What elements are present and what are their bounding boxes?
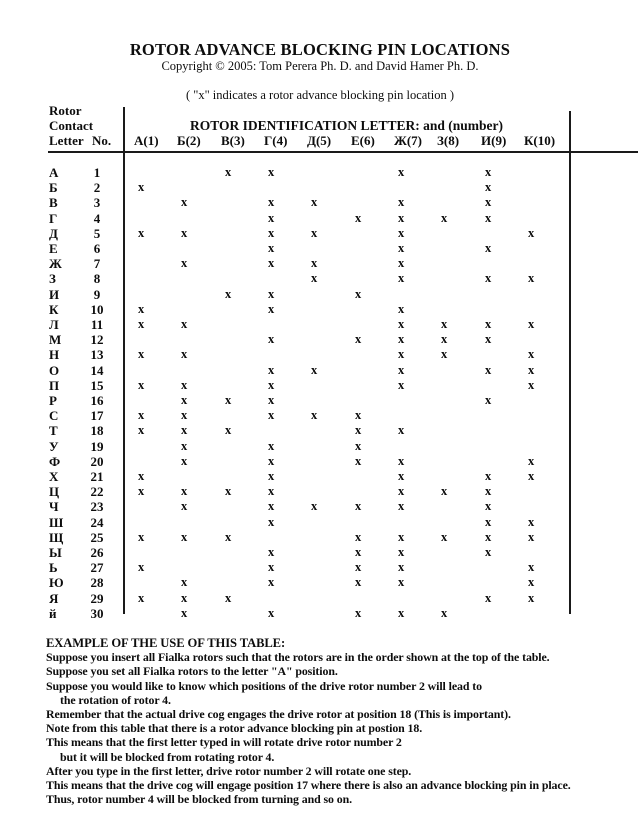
blocking-pin-mark: x [268,560,275,575]
blocking-pin-mark: x [398,484,405,499]
blocking-pin-mark: x [268,393,275,407]
rotor-contact-letter: Н [49,347,60,363]
rotor-contact-number: 25 [90,529,104,545]
blocking-pin-mark: x [485,332,492,347]
blocking-pin-mark: x [441,317,448,331]
rotor-contact-letter: М [49,332,62,348]
table-row [0,515,640,530]
blocking-pin-mark: x [138,590,145,605]
table-row [0,423,640,438]
blocking-pin-mark: x [268,165,275,179]
blocking-pin-mark: x [138,423,145,438]
blocking-pin-mark: x [268,575,275,590]
blocking-pin-mark: x [138,377,145,392]
blocking-pin-mark: x [398,332,405,347]
table-row [0,378,640,393]
table-header-rule [48,151,638,153]
table-row [0,317,640,332]
rotor-contact-number: 10 [90,301,104,317]
rotor-contact-number: 20 [90,453,104,469]
blocking-pin-mark: x [181,605,188,620]
blocking-pin-mark: x [398,225,405,240]
blocking-pin-mark: x [268,332,275,347]
blocking-pin-mark: x [138,469,145,483]
blocking-pin-mark: x [225,286,232,301]
table-row [0,591,640,606]
example-line: This means that the first letter typed in will rotate drive rotor number 2 [46,735,402,750]
blocking-pin-mark: x [528,362,535,377]
table-row [0,408,640,423]
table-row [0,347,640,362]
rotor-contact-letter: Б [49,180,58,196]
rotor-contact-letter: Ж [49,256,62,272]
blocking-pin-mark: x [485,545,492,559]
blocking-pin-mark: x [181,195,188,210]
blocking-pin-mark: x [355,499,362,514]
blocking-pin-mark: x [138,301,145,316]
column-header: З(8) [437,133,460,148]
blocking-pin-mark: x [398,499,405,514]
blocking-pin-mark: x [398,377,405,392]
rotor-contact-number: 11 [90,317,104,332]
column-header: Б(2) [177,133,201,148]
blocking-pin-mark: x [225,165,232,179]
column-header: Д(5) [307,133,332,148]
rotor-contact-number: 29 [90,590,104,606]
rotor-contact-letter: О [49,362,60,378]
column-header: В(3) [221,133,245,148]
rotor-contact-number: 16 [90,393,104,408]
rotor-contact-number: 21 [90,469,104,484]
blocking-pin-mark: x [138,529,145,544]
blocking-pin-mark: x [268,469,275,483]
rotor-contact-number: 1 [93,165,101,180]
rotor-contact-letter: С [49,408,59,424]
blocking-pin-mark: x [528,377,535,392]
rotor-contact-letter: Ы [49,545,62,560]
blocking-pin-mark: x [441,529,448,544]
rotor-contact-letter: Ш [49,514,64,530]
blocking-pin-mark: x [268,605,275,620]
blocking-pin-mark: x [268,286,275,301]
rotor-contact-letter: й [49,605,57,621]
table-row [0,211,640,226]
rotor-contact-letter: Ф [49,453,61,469]
example-line: Suppose you insert all Fialka rotors such that the rotors are in the order shown at the top of the table. [46,650,550,665]
blocking-pin-mark: x [355,210,362,225]
example-line: Thus, rotor number 4 will be blocked from turning and so on. [46,792,352,807]
blocking-pin-mark: x [181,590,188,605]
example-lines [46,650,571,806]
rotor-contact-number: 24 [90,514,104,530]
table-row [0,165,640,180]
blocking-pin-mark: x [268,499,275,514]
rotor-contact-number: 28 [90,575,104,591]
blocking-pin-mark: x [441,332,448,347]
blocking-pin-mark: x [311,225,318,240]
copyright-line: Copyright © 2005: Tom Perera Ph. D. and David Hamer Ph. D. [161,59,479,73]
blocking-pin-mark: x [485,529,492,544]
blocking-pin-mark: x [485,484,492,499]
example-line: but it will be blocked from rotating rotor 4. [60,749,275,764]
row-header-rotor: Rotor [49,103,82,118]
column-header: И(9) [481,133,507,148]
rotor-contact-letter: Я [49,590,59,606]
blocking-pin-mark: x [485,514,492,529]
rotor-contact-letter: Х [49,469,59,484]
blocking-pin-mark: x [485,241,492,255]
example-line: After you type in the first letter, drive rotor number 2 will rotate one step. [46,763,412,778]
blocking-pin-mark: x [268,377,275,392]
blocking-pin-mark: x [398,317,405,331]
blocking-pin-mark: x [355,438,362,453]
blocking-pin-mark: x [398,165,405,179]
blocking-pin-mark: x [268,241,275,255]
blocking-pin-mark: x [225,484,232,499]
blocking-pin-mark: x [485,469,492,483]
table-row [0,439,640,454]
table-row [0,302,640,317]
rotor-contact-letter: Р [49,393,57,408]
rotor-contact-letter: А [49,165,59,180]
blocking-pin-mark: x [355,286,362,301]
blocking-pin-mark: x [398,529,405,544]
rotor-contact-number: 27 [90,560,104,576]
table-row [0,560,640,575]
table-row [0,454,640,469]
rotor-contact-number: 17 [90,408,104,424]
rotor-contact-letter: Г [49,210,58,226]
blocking-pin-mark: x [355,408,362,423]
example-line: This means that the drive cog will engage position 17 where there is also an advance blocking pin in place. [46,777,571,792]
blocking-pin-mark: x [355,545,362,559]
blocking-pin-mark: x [311,271,318,286]
blocking-pin-mark: x [138,180,145,195]
rotor-contact-letter: Ю [49,575,64,591]
rotor-contact-letter: В [49,195,58,211]
blocking-pin-mark: x [528,575,535,590]
blocking-pin-mark: x [225,590,232,605]
blocking-pin-mark: x [398,301,405,316]
blocking-pin-mark: x [398,362,405,377]
blocking-pin-mark: x [268,545,275,559]
blocking-pin-mark: x [398,560,405,575]
blocking-pin-mark: x [225,529,232,544]
table-row [0,241,640,256]
rotor-contact-letter: К [49,301,59,317]
rotor-contact-letter: Ц [49,484,60,500]
rotor-contact-number: 12 [90,332,104,348]
blocking-pin-mark: x [441,210,448,225]
blocking-pin-mark: x [485,362,492,377]
blocking-pin-mark: x [528,453,535,468]
rotor-contact-letter: Е [49,241,58,256]
blocking-pin-mark: x [268,453,275,468]
blocking-pin-mark: x [528,560,535,575]
table-row [0,256,640,271]
blocking-pin-mark: x [398,256,405,271]
blocking-pin-mark: x [311,408,318,423]
rotor-contact-number: 19 [90,438,104,454]
blocking-pin-mark: x [485,590,492,605]
table-row [0,195,640,210]
blocking-pin-mark: x [398,575,405,590]
column-header: Г(4) [264,133,288,148]
blocking-pin-mark: x [528,271,535,286]
blocking-pin-mark: x [485,165,492,179]
column-header: А(1) [134,133,159,148]
blocking-pin-mark: x [528,590,535,605]
table-row [0,575,640,590]
table-row [0,606,640,621]
blocking-pin-mark: x [181,225,188,240]
table-row [0,332,640,347]
blocking-pin-mark: x [311,256,318,271]
rotor-contact-number: 3 [93,195,101,211]
blocking-pin-mark: x [268,408,275,423]
blocking-pin-mark: x [181,575,188,590]
blocking-pin-mark: x [355,423,362,438]
example-line: Suppose you set all Fialka rotors to the letter "A" position. [46,664,338,679]
rotor-contact-number: 4 [93,210,101,226]
rotor-contact-letter: У [49,438,59,454]
table-row [0,393,640,408]
rotor-contact-number: 2 [93,180,101,196]
column-header: Е(6) [351,133,375,148]
blocking-pin-mark: x [441,605,448,620]
blocking-pin-mark: x [485,317,492,331]
blocking-pin-mark: x [268,210,275,225]
rotor-contact-number: 18 [90,423,104,439]
rotor-contact-letter: Л [49,317,59,332]
blocking-pin-mark: x [485,499,492,514]
blocking-pin-mark: x [528,469,535,483]
rotor-contact-number: 8 [93,271,101,287]
blocking-pin-mark: x [441,347,448,362]
example-line: Remember that the actual drive cog engages the drive rotor at position 18 (This is important). [46,706,511,721]
table-row [0,226,640,241]
blocking-pin-mark: x [398,210,405,225]
blocking-pin-mark: x [311,195,318,210]
blocking-pin-mark: x [138,317,145,331]
row-header-letter: Letter [49,133,84,148]
table-row [0,180,640,195]
rotor-contact-number: 23 [90,499,104,515]
blocking-pin-mark: x [138,408,145,423]
table-row [0,271,640,286]
rotor-contact-letter: И [49,286,60,302]
blocking-pin-mark: x [268,195,275,210]
example-section [46,636,571,806]
rotor-contact-number: 14 [90,362,104,378]
blocking-pin-mark: x [398,271,405,286]
blocking-pin-mark: x [311,499,318,514]
blocking-pin-mark: x [398,347,405,362]
page-title: ROTOR ADVANCE BLOCKING PIN LOCATIONS [129,40,511,59]
blocking-pin-mark: x [268,438,275,453]
blocking-pin-mark: x [398,469,405,483]
row-header-contact: Contact [49,118,94,133]
blocking-pin-mark: x [138,225,145,240]
blocking-pin-mark: x [355,332,362,347]
blocking-pin-mark: x [181,529,188,544]
blocking-pin-mark: x [268,256,275,271]
blocking-pin-mark: x [311,362,318,377]
blocking-pin-mark: x [398,241,405,255]
rotor-contact-letter: Ь [49,560,58,576]
rotor-contact-number: 9 [93,286,101,302]
blocking-pin-mark: x [398,605,405,620]
rotor-contact-number: 5 [93,225,101,241]
blocking-pin-mark: x [225,393,232,407]
blocking-pin-mark: x [528,529,535,544]
blocking-pin-mark: x [181,438,188,453]
blocking-pin-mark: x [355,605,362,620]
rotor-contact-number: 22 [90,484,104,500]
blocking-pin-mark: x [181,423,188,438]
rotor-contact-letter: Д [49,225,58,241]
blocking-pin-mark: x [485,180,492,195]
blocking-pin-mark: x [138,347,145,362]
table-row [0,499,640,514]
blocking-pin-mark: x [485,393,492,407]
blocking-pin-mark: x [181,484,188,499]
blocking-pin-mark: x [268,225,275,240]
blocking-pin-mark: x [268,301,275,316]
table-row [0,363,640,378]
blocking-pin-mark: x [355,529,362,544]
blocking-pin-mark: x [355,560,362,575]
example-line: the rotation of rotor 4. [60,692,171,707]
blocking-pin-mark: x [355,575,362,590]
blocking-pin-mark: x [181,499,188,514]
column-header: Ж(7) [394,133,423,148]
blocking-pin-mark: x [268,362,275,377]
blocking-pin-mark: x [398,195,405,210]
blocking-pin-mark: x [485,271,492,286]
blocking-pin-mark: x [528,347,535,362]
rotor-contact-letter: П [49,377,60,393]
blocking-pin-mark: x [485,195,492,210]
blocking-pin-mark: x [355,453,362,468]
blocking-pin-mark: x [138,560,145,575]
blocking-pin-mark: x [181,393,188,407]
row-header-no: No. [92,133,112,148]
table-row [0,469,640,484]
blocking-pin-mark: x [398,423,405,438]
column-group-header: ROTOR IDENTIFICATION LETTER: and (number) [189,118,504,133]
blocking-pin-mark: x [181,453,188,468]
table-row [0,545,640,560]
blocking-pin-mark: x [398,545,405,559]
rotor-contact-letter: Щ [49,529,64,545]
blocking-pin-mark: x [138,484,145,499]
blocking-pin-mark: x [181,408,188,423]
legend-note: ( "x" indicates a rotor advance blocking pin location ) [185,88,455,102]
table-row [0,287,640,302]
rotor-contact-number: 6 [93,241,101,256]
blocking-pin-mark: x [268,484,275,499]
rotor-contact-letter: Т [49,423,58,439]
rotor-contact-letter: Ч [49,499,59,515]
table-row [0,484,640,499]
example-heading: EXAMPLE OF THE USE OF THIS TABLE: [46,636,286,650]
blocking-pin-mark: x [485,210,492,225]
blocking-pin-mark: x [528,317,535,331]
table-row [0,530,640,545]
rotor-contact-number: 15 [90,377,104,393]
example-line: Suppose you would like to know which positions of the drive rotor number 2 will lead to [46,678,482,693]
rotor-contact-number: 30 [90,605,104,621]
rotor-contact-number: 13 [90,347,104,363]
blocking-pin-mark: x [181,256,188,271]
blocking-pin-mark: x [181,347,188,362]
blocking-pin-mark: x [225,423,232,438]
blocking-pin-mark: x [398,453,405,468]
rotor-contact-letter: З [49,271,56,287]
blocking-pin-mark: x [181,377,188,392]
blocking-pin-mark: x [268,514,275,529]
blocking-pin-mark: x [441,484,448,499]
blocking-pin-mark: x [528,225,535,240]
blocking-pin-mark: x [528,514,535,529]
column-header: К(10) [524,133,556,148]
rotor-contact-number: 26 [90,545,104,560]
example-line: Note from this table that there is a rotor advance blocking pin at postion 18. [46,721,423,736]
blocking-pin-mark: x [181,317,188,331]
rotor-contact-number: 7 [93,256,101,272]
